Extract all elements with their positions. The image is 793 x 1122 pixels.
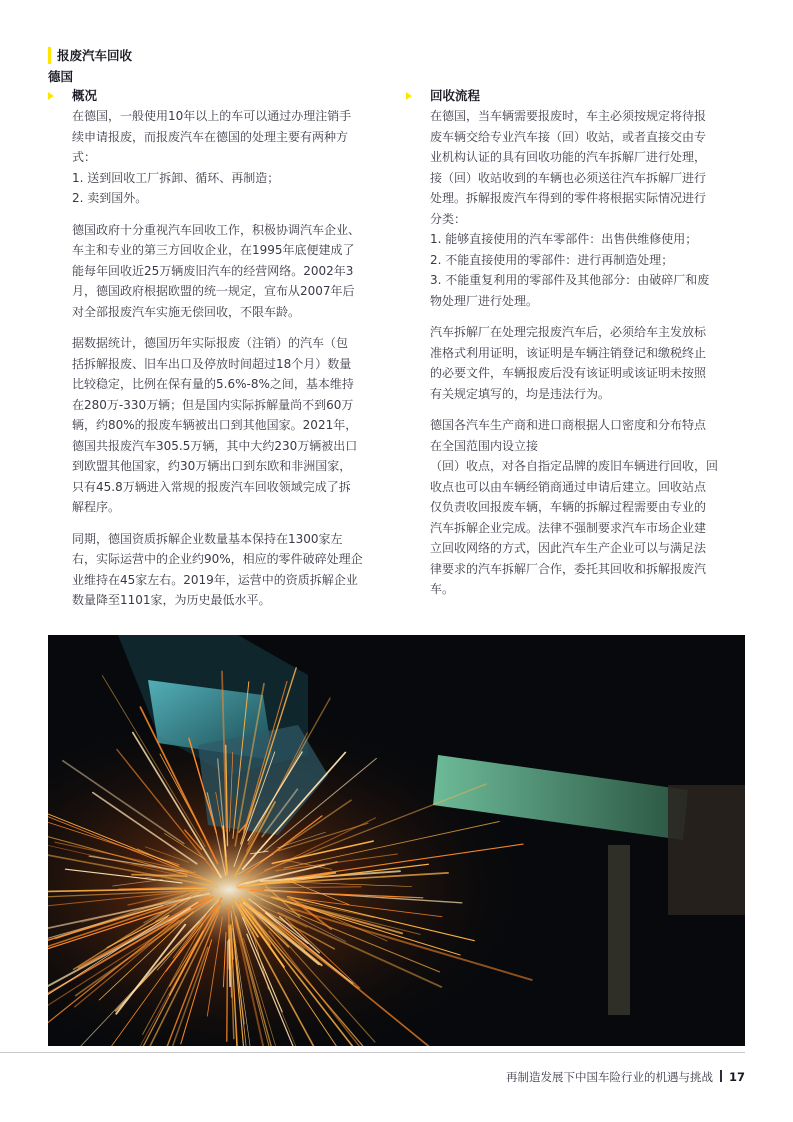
process-text-line: 2. 不能直接使用的零部件：进行再制造处理；: [430, 252, 674, 267]
process-text-line: 在全国范围内设立接: [430, 438, 539, 453]
overview-text-line: 在德国，一般使用10年以上的车可以通过办理注销手: [72, 109, 352, 123]
machine-post: [608, 845, 630, 1015]
machine-housing: [668, 785, 745, 915]
process-text-line: 物处理厂进行处理。: [430, 293, 539, 308]
process-text-line: 仅负责收回报废车辆，车辆的拆解过程需要由专业的: [430, 500, 707, 514]
country-heading: 德国: [48, 69, 74, 84]
process-text-line: 有关规定填写的，均是违法行为。: [430, 386, 611, 401]
footer-separator: [720, 1070, 722, 1082]
overview-text-line: 德国共报废汽车305.5万辆，其中大约230万辆被出口: [72, 438, 358, 453]
process-text-line: 1. 能够直接使用的汽车零部件：出售供维修使用；: [430, 232, 698, 246]
process-body: [406, 106, 726, 600]
process-paragraph: [430, 106, 726, 311]
process-text-line: 律要求的汽车拆解厂合作，委托其回收和拆解报废汽: [430, 561, 707, 576]
overview-text-line: 只有45.8万辆进入常规的报废汽车回收领域完成了拆: [72, 479, 351, 494]
overview-text-line: 到欧盟其他国家，约30万辆出口到东欧和非洲国家，: [72, 459, 352, 473]
overview-text-line: 车主和专业的第三方回收企业，在1995年底便建成了: [72, 243, 355, 257]
process-text-line: 收点也可以由车辆经销商通过申请后建立。回收站点: [430, 479, 707, 494]
process-text-line: 汽车拆解企业完成。法律不强制要求汽车市场企业建: [430, 520, 707, 535]
bullet-arrow-icon: [406, 92, 412, 100]
process-text-line: 业机构认证的具有回收功能的汽车拆解厂进行处理，: [430, 150, 707, 164]
process-text-line: 处理。拆解报废汽车得到的零件将根据实际情况进行: [430, 191, 707, 205]
process-text-line: 废车辆交给专业汽车接（回）收站，或者直接交由专: [430, 129, 707, 144]
spark-streak: [227, 941, 228, 1041]
overview-paragraph: [72, 333, 368, 518]
overview-paragraph: [72, 220, 368, 323]
overview-paragraph: [72, 106, 368, 209]
process-heading: [406, 86, 726, 106]
overview-text-line: 业维持在45家左右。2019年，运营中的资质拆解企业: [72, 572, 358, 587]
welding-sparks-photo: [48, 635, 745, 1046]
overview-text-line: 解程序。: [72, 500, 121, 514]
overview-text-line: 月，德国政府根据欧盟的统一规定，宣布从2007年后: [72, 284, 355, 298]
process-text-line: 3. 不能重复利用的零部件及其他部分：由破碎厂和废: [430, 273, 710, 287]
process-text-line: 德国各汽车生产商和进口商根据人口密度和分布特点: [430, 418, 707, 432]
overview-text-line: 同期，德国资质拆解企业数量基本保持在1300家左: [72, 531, 343, 546]
section-title: 报废汽车回收: [48, 47, 132, 64]
process-text-line: 接（回）收站收到的车辆也必须送往汽车拆解厂进行: [430, 170, 707, 185]
footer-divider: [0, 1052, 745, 1053]
overview-body: [48, 106, 368, 611]
overview-text-line: 括拆解报废、旧车出口及停放时间超过18个月）数量: [72, 356, 352, 371]
process-heading-label: 回收流程: [430, 88, 481, 103]
process-text-line: 的必要文件，车辆报废后没有该证明或该证明未按照: [430, 366, 707, 380]
overview-text-line: 数量降至1101家，为历史最低水平。: [72, 593, 271, 607]
process-text-line: 分类：: [430, 211, 467, 226]
page-number: 17: [728, 1070, 745, 1084]
overview-text-line: 2. 卖到国外。: [72, 191, 148, 205]
overview-heading-label: 概况: [72, 88, 98, 103]
overview-text-line: 德国政府十分重视汽车回收工作，积极协调汽车企业、: [72, 222, 361, 237]
overview-paragraph: [72, 529, 368, 611]
footer-title: 再制造发展下中国车险行业的机遇与挑战: [505, 1070, 713, 1084]
process-text-line: 立回收网络的方式，因此汽车生产企业可以与满足法: [430, 541, 707, 555]
overview-text-line: 对全部报废汽车实施无偿回收，不限车龄。: [72, 304, 301, 319]
overview-text-line: 能每年回收近25万辆废旧汽车的经营网络。2002年3: [72, 263, 354, 278]
overview-text-line: 1. 送到回收工厂拆卸、循环、再制造；: [72, 170, 280, 185]
process-text-line: 车。: [430, 582, 455, 596]
process-paragraph: [430, 322, 726, 404]
overview-text-line: 在280万-330万辆；但是国内实际拆解量尚不到60万: [72, 397, 354, 412]
process-column: [406, 86, 726, 611]
process-text-line: 在德国，当车辆需要报废时，车主必须按规定将待报: [430, 109, 707, 123]
overview-text-line: 比较稳定，比例在保有量的5.6%-8%之间，基本维持: [72, 377, 354, 391]
overview-heading: [48, 86, 368, 106]
overview-text-line: 右，实际运营中的企业约90%，相应的零件破碎处理企: [72, 552, 363, 566]
overview-column: [48, 86, 368, 622]
overview-text-line: 据数据统计，德国历年实际报废（注销）的汽车（包: [72, 336, 349, 350]
overview-text-line: 式：: [72, 150, 97, 164]
process-paragraph: [430, 415, 726, 600]
overview-text-line: 辆，约80%的报废车辆被出口到其他国家。2021年，: [72, 418, 358, 432]
overview-text-line: 续申请报废，而报废汽车在德国的处理主要有两种方: [72, 129, 349, 144]
process-text-line: 汽车拆解厂在处理完报废汽车后，必须给车主发放标: [430, 325, 707, 339]
process-text-line: 准格式利用证明，该证明是车辆注销登记和缴税终止: [430, 345, 707, 360]
process-text-line: （回）收点，对各自指定品牌的废旧车辆进行回收，回: [430, 459, 719, 473]
bullet-arrow-icon: [48, 92, 54, 100]
page-footer: [506, 1069, 745, 1085]
